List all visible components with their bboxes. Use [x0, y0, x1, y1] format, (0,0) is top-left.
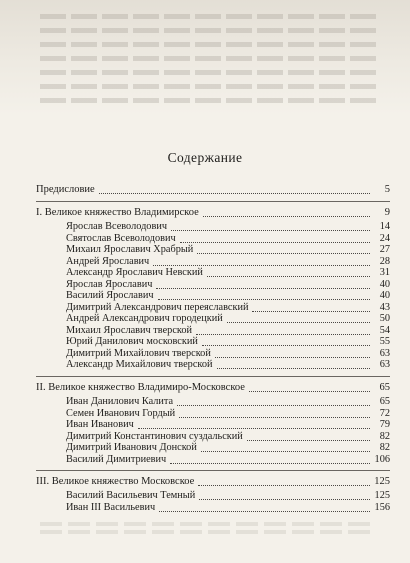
- toc-label: Александр Михайлович тверской: [66, 359, 213, 370]
- toc-entry[interactable]: [66, 336, 390, 348]
- page-number: 82: [379, 442, 390, 453]
- dot-leader: [197, 253, 370, 254]
- toc-label: Святослав Всеволодович: [66, 232, 176, 244]
- page-title: Содержание: [167, 150, 243, 165]
- dot-leader: [203, 216, 370, 217]
- page-number: 27: [379, 244, 390, 255]
- toc-entry[interactable]: [66, 244, 390, 256]
- toc-label: Василий Димитриевич: [66, 453, 167, 465]
- toc-label: Димитрий Михайлович тверской: [66, 347, 211, 359]
- toc-label: III. Великое княжество Московское: [36, 476, 195, 487]
- dot-leader: [247, 440, 370, 441]
- toc-entry[interactable]: [66, 233, 390, 245]
- toc-entry[interactable]: [66, 359, 390, 371]
- page-number: 106: [374, 453, 390, 465]
- toc-entry[interactable]: [66, 313, 390, 325]
- page-number: 50: [379, 313, 390, 324]
- page-number: 82: [379, 430, 390, 442]
- toc-label: Михаил Ярославич тверской: [66, 324, 193, 336]
- ghost-text-line: [40, 98, 380, 103]
- dot-leader: [177, 405, 370, 406]
- toc-label: Ярослав Ярославич: [66, 278, 153, 290]
- dot-leader: [215, 357, 370, 358]
- bleed-through-area: [0, 0, 410, 115]
- toc-label: Димитрий Александрович переяславский: [66, 301, 249, 313]
- page-number: 31: [379, 267, 390, 278]
- toc-label: Василий Васильевич Темный: [66, 490, 196, 501]
- page-number: 125: [374, 490, 390, 501]
- toc-section-2[interactable]: [36, 382, 390, 394]
- dot-leader: [156, 288, 370, 289]
- page-number: 14: [379, 221, 390, 232]
- toc-entry[interactable]: [66, 221, 390, 233]
- toc-entry[interactable]: [66, 408, 390, 420]
- toc-entry[interactable]: [66, 442, 390, 454]
- toc-label: Семен Иванович Гордый: [66, 407, 176, 419]
- dot-leader: [252, 311, 370, 312]
- dot-leader: [159, 511, 370, 512]
- toc-label: Димитрий Константинович суздальский: [66, 430, 243, 442]
- divider: [36, 201, 390, 202]
- page-number: 55: [379, 336, 390, 347]
- page-number: 79: [379, 419, 390, 430]
- ghost-text-line: [40, 84, 380, 89]
- toc-entry[interactable]: [66, 454, 390, 466]
- dot-leader: [180, 242, 370, 243]
- toc-entry[interactable]: [66, 279, 390, 291]
- page-number: 43: [379, 301, 390, 313]
- page-number: 65: [379, 396, 390, 407]
- toc-entry[interactable]: [66, 290, 390, 302]
- toc-entry[interactable]: [66, 396, 390, 408]
- page-number: 5: [384, 184, 390, 195]
- toc-label: II. Великое княжество Владимиро-Московское: [36, 382, 245, 393]
- dot-leader: [199, 499, 370, 500]
- dot-leader: [196, 334, 370, 335]
- dot-leader: [171, 230, 370, 231]
- page-number: 24: [379, 232, 390, 244]
- toc-label: Ярослав Всеволодович: [66, 221, 168, 232]
- dot-leader: [179, 417, 370, 418]
- toc-label: Юрий Данилович московский: [66, 336, 198, 347]
- page-number: 40: [379, 290, 390, 301]
- dot-leader: [99, 193, 370, 194]
- toc-entry[interactable]: [66, 302, 390, 314]
- ghost-text-line: [40, 42, 380, 47]
- page-number: 63: [379, 359, 390, 370]
- toc-label: Предисловие: [36, 184, 95, 195]
- toc-entry[interactable]: [66, 502, 390, 514]
- ghost-text-line: [40, 56, 380, 61]
- ghost-text-line: [40, 530, 370, 534]
- dot-leader: [217, 368, 370, 369]
- ghost-text-line: [40, 28, 380, 33]
- toc-entry[interactable]: [66, 348, 390, 360]
- page-number: 54: [379, 324, 390, 336]
- dot-leader: [170, 463, 370, 464]
- toc-label: Димитрий Иванович Донской: [66, 442, 197, 453]
- dot-leader: [158, 299, 370, 300]
- ghost-text-line: [40, 14, 380, 19]
- toc-label: I. Великое княжество Владимирское: [36, 207, 199, 218]
- toc-section-1[interactable]: [36, 207, 390, 219]
- divider: [36, 470, 390, 471]
- ghost-text-line: [40, 70, 380, 75]
- toc-section-3[interactable]: [36, 476, 390, 488]
- toc-entry[interactable]: [66, 490, 390, 502]
- toc-label: Андрей Ярославич: [66, 255, 150, 267]
- divider: [36, 376, 390, 377]
- page-number: 63: [379, 347, 390, 359]
- dot-leader: [227, 322, 370, 323]
- toc-label: Иван Иванович: [66, 419, 134, 430]
- dot-leader: [153, 265, 370, 266]
- ghost-text-line: [40, 522, 370, 526]
- toc-label: Андрей Александрович городецкий: [66, 313, 223, 324]
- page-number: 9: [384, 207, 390, 218]
- toc-label: Александр Ярославич Невский: [66, 267, 203, 278]
- toc-label: Василий Ярославич: [66, 290, 154, 301]
- dot-leader: [207, 276, 370, 277]
- toc-entry[interactable]: [66, 267, 390, 279]
- dot-leader: [249, 391, 370, 392]
- toc-label: Иван Данилович Калита: [66, 396, 174, 407]
- page-number: 40: [379, 278, 390, 290]
- toc-entry[interactable]: [66, 256, 390, 268]
- dot-leader: [138, 428, 370, 429]
- toc-entry[interactable]: [66, 419, 390, 431]
- toc-label: Михаил Ярославич Храбрый: [66, 244, 194, 255]
- dot-leader: [202, 345, 370, 346]
- dot-leader: [198, 485, 370, 486]
- toc-entry[interactable]: [66, 325, 390, 337]
- page-number: 156: [374, 501, 390, 513]
- page-number: 65: [379, 382, 390, 393]
- page-number: 125: [374, 476, 390, 487]
- toc-preface[interactable]: [36, 184, 390, 196]
- toc-entry[interactable]: [66, 431, 390, 443]
- page-number: 72: [379, 407, 390, 419]
- toc-label: Иван III Васильевич: [66, 501, 156, 513]
- page-number: 28: [379, 255, 390, 267]
- dot-leader: [201, 451, 370, 452]
